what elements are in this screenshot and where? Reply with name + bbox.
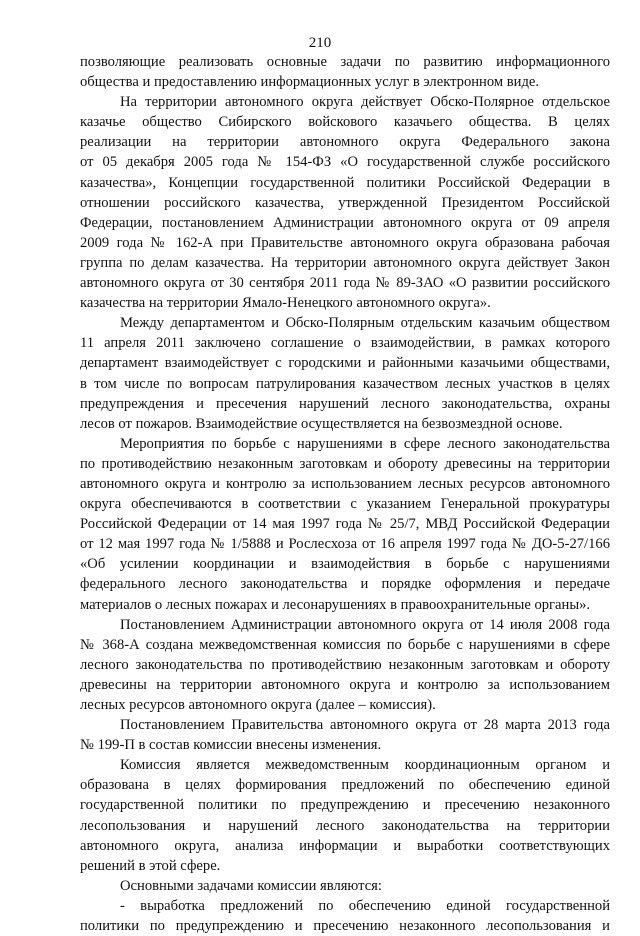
text-line: по противодействию незаконным заготовкам и обороту древесины на территории [80, 455, 610, 472]
text-line: лесопользования и нарушений лесного законодательства на территории [80, 817, 610, 834]
text-line: автономного округа, анализа информации и выработки соответствующих [80, 837, 610, 854]
text-line: казачества на территории Ямало-Ненецкого автономного округа». [80, 295, 491, 312]
text-line: Российской Федерации от 14 мая 1997 года № 25/7, МВД Российской Федерации [80, 516, 610, 533]
text-line: «Об усилении координации и взаимодействия в борьбе с нарушениями [80, 556, 610, 573]
text-line: от 12 мая 1997 года № 1/5888 и Рослесхоза от 16 апреля 1997 года № ДО-5-27/166 [80, 536, 610, 553]
text-line: Мероприятия по борьбе с нарушениями в сфере лесного законодательства [120, 435, 610, 452]
text-line: Федерации, постановлением Администрации автономного округа от 09 апреля [80, 214, 610, 231]
text-line: - выработка предложений по обеспечению единой государственной [120, 897, 610, 914]
text-line: Постановлением Администрации автономного округа от 14 июля 2008 года [120, 616, 610, 633]
text-line: древесины на территории автономного округа и контролю за использованием [80, 676, 610, 693]
text-line: автономного округа от 30 сентября 2011 года № 89-ЗАО «О развитии российского [80, 275, 610, 292]
text-line: автономного округа и контролю за использованием лесных ресурсов автономного [80, 475, 610, 492]
text-line: казачье общество Сибирского войскового казачьего общества. В целях [80, 114, 610, 131]
text-line: департамент взаимодействует с городскими и районными казачьими обществами, [80, 355, 610, 372]
text-line: № 368-А создана межведомственная комиссия по борьбе с нарушениями в сфере [80, 636, 610, 653]
text-line: лесных ресурсов автономного округа (далее – комиссия). [80, 697, 436, 713]
text-line: № 199-П в состав комиссии внесены изменения. [80, 737, 382, 754]
text-line: группа по делам казачества. На территории автономного округа действует Закон [80, 254, 610, 271]
text-line: отношении российского казачества, утвержденной Президентом Российской [80, 194, 610, 211]
page-number: 210 [308, 35, 332, 51]
document-body [80, 52, 610, 936]
text-line: реализации на территории автономного округа Федерального закона [80, 134, 610, 151]
text-line: лесного законодательства по противодействию незаконным заготовкам и обороту [80, 656, 610, 673]
text-line: 2009 года № 162-А при Правительстве автономного округа образована рабочая [80, 234, 610, 251]
text-line: государственной политики по предупреждению и пресечению незаконного [80, 797, 610, 814]
text-line: политики по предупреждению и пресечению незаконного лесопользования и [80, 918, 610, 935]
text-line: лесов от пожаров. Взаимодействие осуществляется на безвозмездной основе. [80, 415, 563, 432]
text-line: Между департаментом и Обско-Полярным отдельским казачьим обществом [120, 315, 610, 332]
text-line: в том числе по вопросам патрулирования казачеством лесных участков в целях [80, 375, 610, 392]
text-line: решений в этой сфере. [80, 857, 221, 874]
text-line: общества и предоставлению информационных услуг в электронном виде. [80, 74, 540, 91]
text-line: материалов о лесных пожарах и лесонарушениях в правоохранительные органы». [80, 596, 591, 613]
text-line: позволяющие реализовать основные задачи по развитию информационного [80, 54, 610, 70]
text-line: казачества», Концепции государственной политики Российской Федерации в [80, 174, 610, 191]
text-line: федерального лесного законодательства и порядке оформления и передаче [80, 576, 610, 593]
text-line: Комиссия является межведомственным координационным органом и [120, 757, 610, 774]
text-line: На территории автономного округа действует Обско-Полярное отдельское [120, 94, 610, 111]
text-line: 11 апреля 2011 заключено соглашение о взаимодействии, в рамках которого [80, 335, 610, 352]
text-line: Постановлением Правительства автономного округа от 28 марта 2013 года [120, 717, 610, 734]
text-line: образована в целях формирования предложений по обеспечению единой [80, 777, 610, 794]
text-line: предупреждения и пресечения нарушений лесного законодательства, охраны [80, 395, 610, 412]
text-line: округа обеспечиваются в соответствии с указанием Генеральной прокуратуры [80, 496, 610, 513]
text-line: Основными задачами комиссии являются: [120, 877, 382, 894]
text-line: от 05 декабря 2005 года № 154-ФЗ «О государственной службе российского [80, 154, 610, 171]
